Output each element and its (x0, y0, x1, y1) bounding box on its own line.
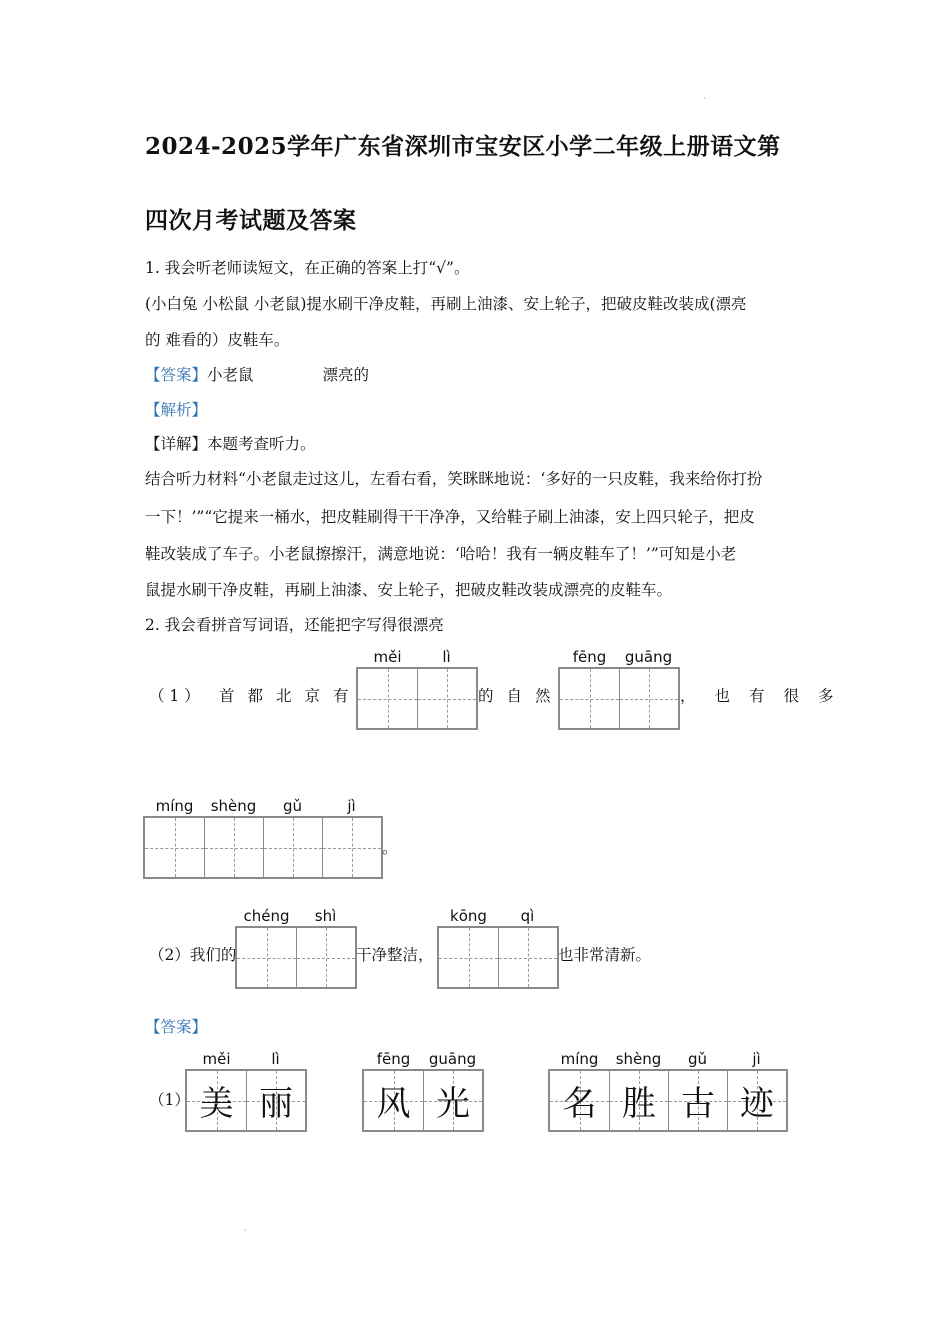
pinyin-cheng: chéng (243, 907, 290, 925)
grid-cell[interactable] (498, 928, 557, 987)
pinyin-ji: jì (347, 797, 356, 815)
q1-line1: (小白兔 小松鼠 小老鼠)提水刷干净皮鞋，再刷上油漆、安上轮子，把破皮鞋改装成(漂亮 (145, 295, 747, 313)
answer-pinyin-mei: měi (202, 1050, 231, 1068)
answer-grid-meili (185, 1069, 307, 1132)
answer-pinyin-gu: gǔ (687, 1050, 708, 1068)
grid-cell[interactable] (322, 818, 381, 877)
pinyin-li: lì (442, 648, 451, 666)
answer-pinyin-guang: guāng (428, 1050, 477, 1068)
grid-cell[interactable] (560, 669, 619, 728)
write-grid-mingshengguji[interactable] (143, 816, 383, 879)
answer-char: 古 (681, 1084, 715, 1124)
q1-para1: 结合听力材料“小老鼠走过这儿，左看右看，笑眯眯地说：‘多好的一只皮鞋，我来给你打扮 (145, 470, 763, 488)
answer-cell (246, 1071, 305, 1130)
pinyin-mei: měi (373, 648, 402, 666)
q2-s1-post: ，也有很多 (680, 687, 853, 705)
pinyin-feng: fēng (572, 648, 607, 666)
q2-prompt: 2. 我会看拼音写词语，还能把字写得很漂亮 (145, 616, 444, 634)
answer-pinyin-li: lì (271, 1050, 280, 1068)
q1-prompt: 1. 我会听老师读短文，在正确的答案上打“√”。 (145, 259, 470, 277)
write-grid-kongqi[interactable] (437, 926, 559, 989)
pinyin-sheng: shèng (210, 797, 257, 815)
answer-cell (550, 1071, 609, 1130)
answer-pinyin-sheng: shèng (615, 1050, 662, 1068)
q2-s1-end: 。 (382, 839, 398, 857)
detail-tag: 【详解】 (145, 435, 208, 453)
write-grid-meili[interactable] (356, 667, 478, 730)
q1-answer-text: 小老鼠 漂亮的 (207, 366, 369, 384)
q2-s2-pre: （2）我们的 (149, 946, 237, 964)
answer-cell (668, 1071, 727, 1130)
q1-para2: 一下！’”“它提来一桶水，把皮鞋刷得干干净净，又给鞋子刷上油漆，安上四只轮子，把皮 (145, 508, 755, 526)
grid-cell[interactable] (358, 669, 417, 728)
grid-cell[interactable] (619, 669, 678, 728)
answer-char: 丽 (259, 1084, 293, 1124)
answer-char: 美 (199, 1084, 234, 1124)
answer-grid-fengguang (362, 1069, 484, 1132)
answer-tag: 【答案】 (145, 366, 208, 384)
answer-pinyin-ji: jì (752, 1050, 761, 1068)
page-title-line2: 四次月考试题及答案 (145, 207, 357, 234)
answer-char: 胜 (622, 1084, 656, 1124)
grid-cell[interactable] (417, 669, 476, 728)
q2-s2-mid: 干净整洁， (356, 946, 434, 964)
pinyin-shi: shì (314, 907, 337, 925)
q1-answer (145, 365, 369, 385)
pinyin-ming: míng (155, 797, 194, 815)
q2-s1-mid: 的自然 (478, 687, 564, 705)
detail-text: 本题考查听力。 (207, 435, 316, 453)
q1-analysis-tag: 【解析】 (145, 401, 208, 419)
answer-cell (423, 1071, 482, 1130)
top-dot: · (703, 94, 706, 103)
pinyin-kong: kōng (450, 907, 487, 925)
answer-pinyin-feng: fēng (376, 1050, 411, 1068)
answer-cell (187, 1071, 246, 1130)
write-grid-fengguang[interactable] (558, 667, 680, 730)
answer-grid-mingshengguji (548, 1069, 788, 1132)
q1-line2: 的 难看的）皮鞋车。 (145, 331, 290, 349)
q2-s1-pre: 首都北京有 (219, 687, 362, 705)
q1-para4: 鼠提水刷干净皮鞋，再刷上油漆、安上轮子，把破皮鞋改装成漂亮的皮鞋车。 (145, 581, 673, 599)
bottom-dot: · (244, 1226, 247, 1235)
answer-cell (364, 1071, 423, 1130)
answer-char: 光 (436, 1084, 470, 1124)
q2-s1-label: （ 1 ） (149, 687, 200, 705)
pinyin-gu: gǔ (282, 797, 303, 815)
pinyin-qi: qì (520, 907, 535, 925)
write-grid-chengshi[interactable] (235, 926, 357, 989)
q1-para3: 鞋改装成了车子。小老鼠擦擦汗，满意地说：‘哈哈！我有一辆皮鞋车了！’”可知是小老 (145, 545, 737, 563)
answer-char: 风 (376, 1084, 411, 1124)
q2-answer-label: （1） (149, 1091, 190, 1109)
answer-char: 迹 (740, 1084, 774, 1124)
answer-cell (727, 1071, 786, 1130)
answer-pinyin-ming: míng (560, 1050, 599, 1068)
page-title-line1: 2024-2025学年广东省深圳市宝安区小学二年级上册语文第 (145, 133, 781, 160)
grid-cell[interactable] (204, 818, 263, 877)
grid-cell[interactable] (263, 818, 322, 877)
grid-cell[interactable] (145, 818, 204, 877)
q1-detail (145, 434, 316, 454)
grid-cell[interactable] (439, 928, 498, 987)
answer-cell (609, 1071, 668, 1130)
q2-answer-tag: 【答案】 (145, 1018, 208, 1036)
grid-cell[interactable] (296, 928, 355, 987)
q2-s2-post: 也非常清新。 (558, 946, 652, 964)
pinyin-guang: guāng (624, 648, 673, 666)
grid-cell[interactable] (237, 928, 296, 987)
answer-char: 名 (562, 1084, 597, 1124)
